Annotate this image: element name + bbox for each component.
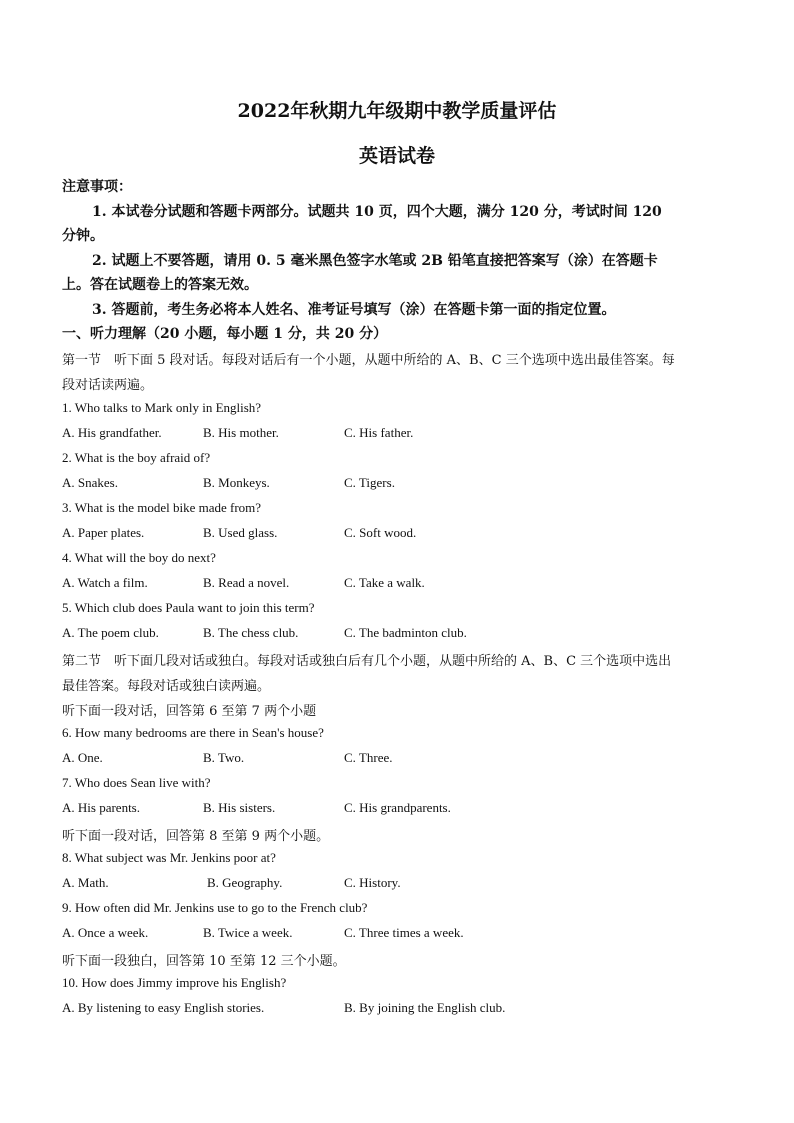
q5-option-b: B. The chess club. — [203, 625, 299, 640]
q3-option-b: B. Used glass. — [203, 525, 278, 540]
question-7: 7. Who does Sean live with? — [62, 775, 211, 790]
part2-instruction-cont: 最佳答案。每段对话或独白读两遍。 — [62, 679, 271, 694]
q9-option-a: A. Once a week. — [62, 925, 149, 940]
question-10: 10. How does Jimmy improve his English? — [62, 975, 287, 990]
notice-heading: 注意事项： — [62, 179, 132, 195]
q4-option-a: A. Watch a film. — [62, 575, 148, 590]
question-5: 5. Which club does Paula want to join this term? — [62, 600, 315, 615]
q7-option-b: B. His sisters. — [203, 800, 276, 815]
q9-option-c: C. Three times a week. — [344, 925, 464, 940]
q6-option-b: B. Two. — [203, 750, 245, 765]
part1-instruction: 第一节 听下面 5 段对话。每段对话后有一个小题，从题中所给的 A、B、C 三个选项中选出最佳答案。每 — [62, 353, 675, 368]
q7-option-c: C. His grandparents. — [344, 800, 451, 815]
q8-option-c: C. History. — [344, 875, 401, 890]
question-6: 6. How many bedrooms are there in Sean's house? — [62, 725, 324, 740]
notice-item-2-cont: 上。答在试题卷上的答案无效。 — [62, 277, 258, 293]
section-heading: 一、听力理解（20 小题，每小题 1 分，共 20 分） — [62, 326, 388, 342]
notice-item-1-cont: 分钟。 — [62, 228, 104, 244]
q2-option-a: A. Snakes. — [62, 475, 118, 490]
q2-option-b: B. Monkeys. — [203, 475, 270, 490]
page-title: 2022年秋期九年级期中教学质量评估 — [237, 100, 557, 122]
part2-instruction: 第二节 听下面几段对话或独白。每段对话或独白后有几个小题，从题中所给的 A、B、C 三个选项中选出 — [62, 654, 672, 669]
q3-option-c: C. Soft wood. — [344, 525, 417, 540]
q9-option-b: B. Twice a week. — [203, 925, 293, 940]
q1-option-c: C. His father. — [344, 425, 414, 440]
q6-option-c: C. Three. — [344, 750, 393, 765]
q1-option-a: A. His grandfather. — [62, 425, 162, 440]
notice-item-2: 2. 试题上不要答题，请用 0. 5 毫米黑色签字水笔或 2B 铅笔直接把答案写（涂）在答题卡 — [92, 253, 658, 269]
q7-option-a: A. His parents. — [62, 800, 140, 815]
q5-option-a: A. The poem club. — [62, 625, 159, 640]
q8-option-a: A. Math. — [62, 875, 109, 890]
notice-item-3: 3. 答题前，考生务必将本人姓名、准考证号填写（涂）在答题卡第一面的指定位置。 — [92, 302, 616, 318]
question-3: 3. What is the model bike made from? — [62, 500, 262, 515]
question-2: 2. What is the boy afraid of? — [62, 450, 211, 465]
page-subtitle: 英语试卷 — [358, 145, 435, 167]
question-4: 4. What will the boy do next? — [62, 550, 216, 565]
q10-option-b: B. By joining the English club. — [344, 1000, 506, 1015]
q4-option-b: B. Read a novel. — [203, 575, 290, 590]
question-1: 1. Who talks to Mark only in English? — [62, 400, 262, 415]
instruction-q8-9: 听下面一段对话，回答第 8 至第 9 两个小题。 — [62, 829, 330, 844]
q2-option-c: C. Tigers. — [344, 475, 395, 490]
q10-option-a: A. By listening to easy English stories. — [62, 1000, 265, 1015]
q1-option-b: B. His mother. — [203, 425, 279, 440]
instruction-q6-7: 听下面一段对话，回答第 6 至第 7 两个小题 — [62, 704, 317, 719]
question-9: 9. How often did Mr. Jenkins use to go to the French club? — [62, 900, 368, 915]
question-8: 8. What subject was Mr. Jenkins poor at? — [62, 850, 276, 865]
notice-item-1: 1. 本试卷分试题和答题卡两部分。试题共 10 页，四个大题，满分 120 分，考试时间 120 — [92, 204, 662, 220]
q8-option-b: B. Geography. — [207, 875, 283, 890]
q3-option-a: A. Paper plates. — [62, 525, 145, 540]
q5-option-c: C. The badminton club. — [344, 625, 467, 640]
instruction-q10-12: 听下面一段独白，回答第 10 至第 12 三个小题。 — [62, 954, 346, 969]
q4-option-c: C. Take a walk. — [344, 575, 425, 590]
part1-instruction-cont: 段对话读两遍。 — [62, 378, 154, 393]
q6-option-a: A. One. — [62, 750, 103, 765]
